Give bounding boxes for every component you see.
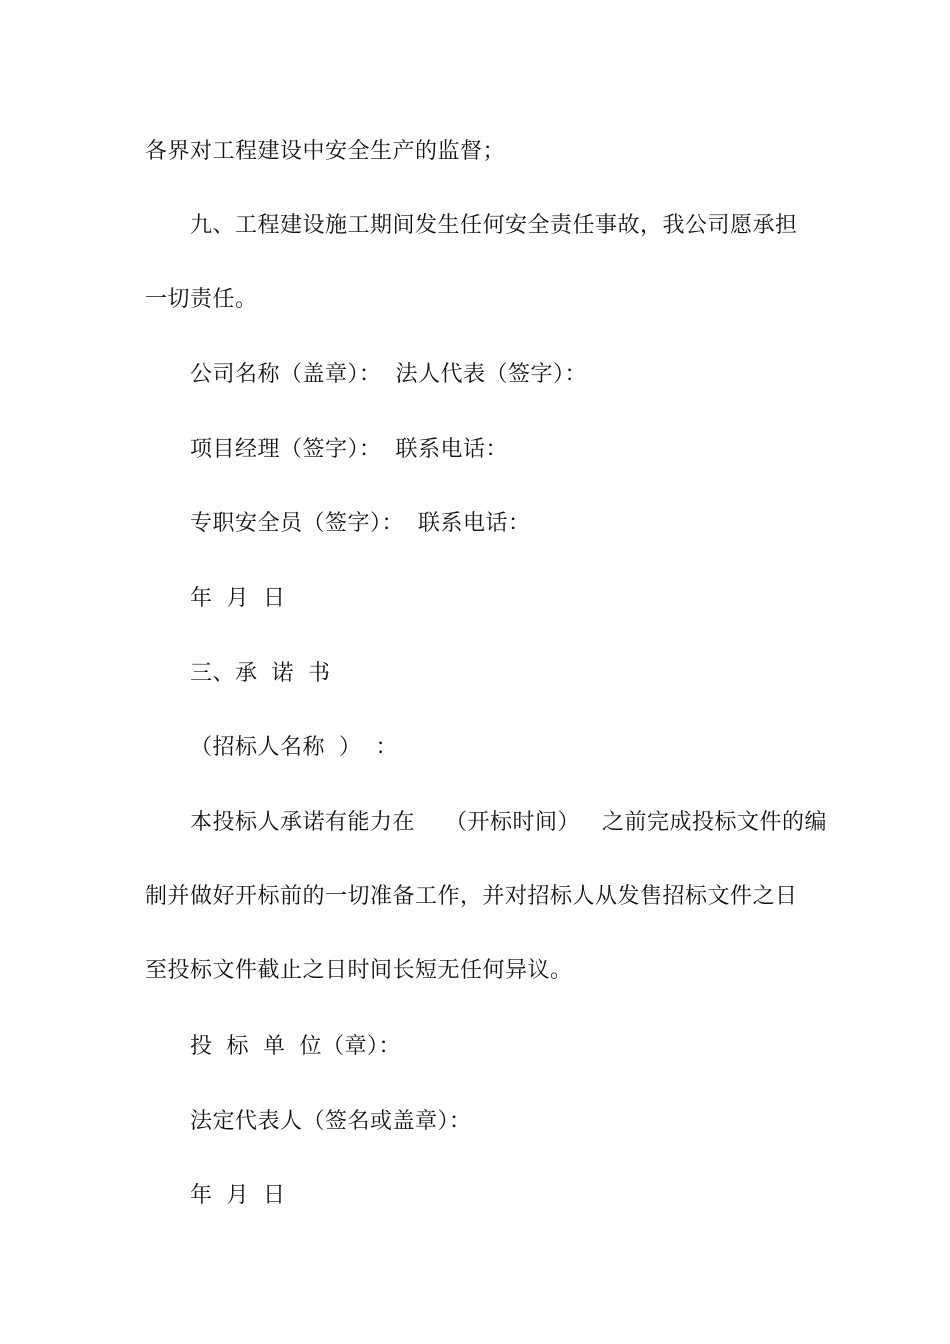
phone-label: 联系电话：	[418, 511, 531, 536]
bidder-char: 单	[263, 1034, 286, 1059]
title-char: 诺	[271, 661, 295, 686]
addressee-close-paren: ）	[339, 735, 362, 760]
date-day-label: 日	[263, 586, 286, 611]
paragraph-line	[145, 956, 573, 986]
safety-officer-label: 专职安全员（签字）：	[190, 511, 405, 536]
date-month-label: 月	[226, 586, 250, 611]
section-heading	[190, 659, 331, 689]
date-month-label: 月	[226, 1183, 250, 1208]
project-manager-label: 项目经理（签字）：	[190, 437, 382, 462]
section-title	[235, 659, 331, 689]
phone-label: 联系电话：	[395, 437, 509, 462]
title-char: 书	[308, 661, 331, 686]
bidder-unit-seal-label: 位（章）：	[299, 1034, 402, 1059]
section-number: 三、	[190, 661, 236, 686]
text-line-preparation: 制并做好开标前的一切准备工作，并对招标人从发售招标文件之日	[145, 884, 798, 909]
tenderer-name-placeholder: （招标人名称	[190, 735, 326, 760]
title-char: 承	[235, 661, 258, 686]
date-line	[190, 584, 300, 614]
paragraph-line	[190, 211, 798, 241]
text-line-item-nine: 九、工程建设施工期间发生任何安全责任事故，我公司愿承担	[190, 213, 798, 238]
legal-representative-label: 法定代表人（签名或盖章）：	[190, 1109, 472, 1134]
opening-time-placeholder: （开标时间）	[445, 810, 581, 835]
legal-rep-label: 法人代表（签字）：	[395, 362, 588, 387]
company-name-label: 公司名称（盖章）：	[190, 362, 382, 387]
text-line-responsibility: 一切责任。	[145, 287, 258, 312]
text-line-no-objection: 至投标文件截止之日时间长短无任何异议。	[145, 958, 573, 983]
bidder-unit-line	[190, 1032, 401, 1062]
signature-line-manager	[190, 435, 508, 465]
addressee-line	[190, 733, 398, 763]
signature-line-safety-officer	[190, 509, 531, 539]
bidder-char: 投	[190, 1034, 213, 1059]
date-day-label: 日	[263, 1183, 286, 1208]
paragraph-line	[145, 137, 505, 167]
date-line	[190, 1181, 300, 1211]
paragraph-line	[145, 882, 798, 912]
addressee-colon: ：	[375, 735, 399, 760]
legal-representative-line	[190, 1107, 472, 1137]
commitment-text-end: 之前完成投标文件的编	[602, 810, 828, 835]
bidder-char: 标	[226, 1034, 250, 1059]
text-line-supervision: 各界对工程建设中安全生产的监督；	[145, 139, 506, 164]
signature-line-company	[190, 360, 587, 390]
paragraph-line	[190, 808, 827, 838]
paragraph-line	[145, 285, 258, 315]
date-year-label: 年	[190, 586, 213, 611]
commitment-text-start: 本投标人承诺有能力在	[190, 810, 416, 835]
date-year-label: 年	[190, 1183, 213, 1208]
